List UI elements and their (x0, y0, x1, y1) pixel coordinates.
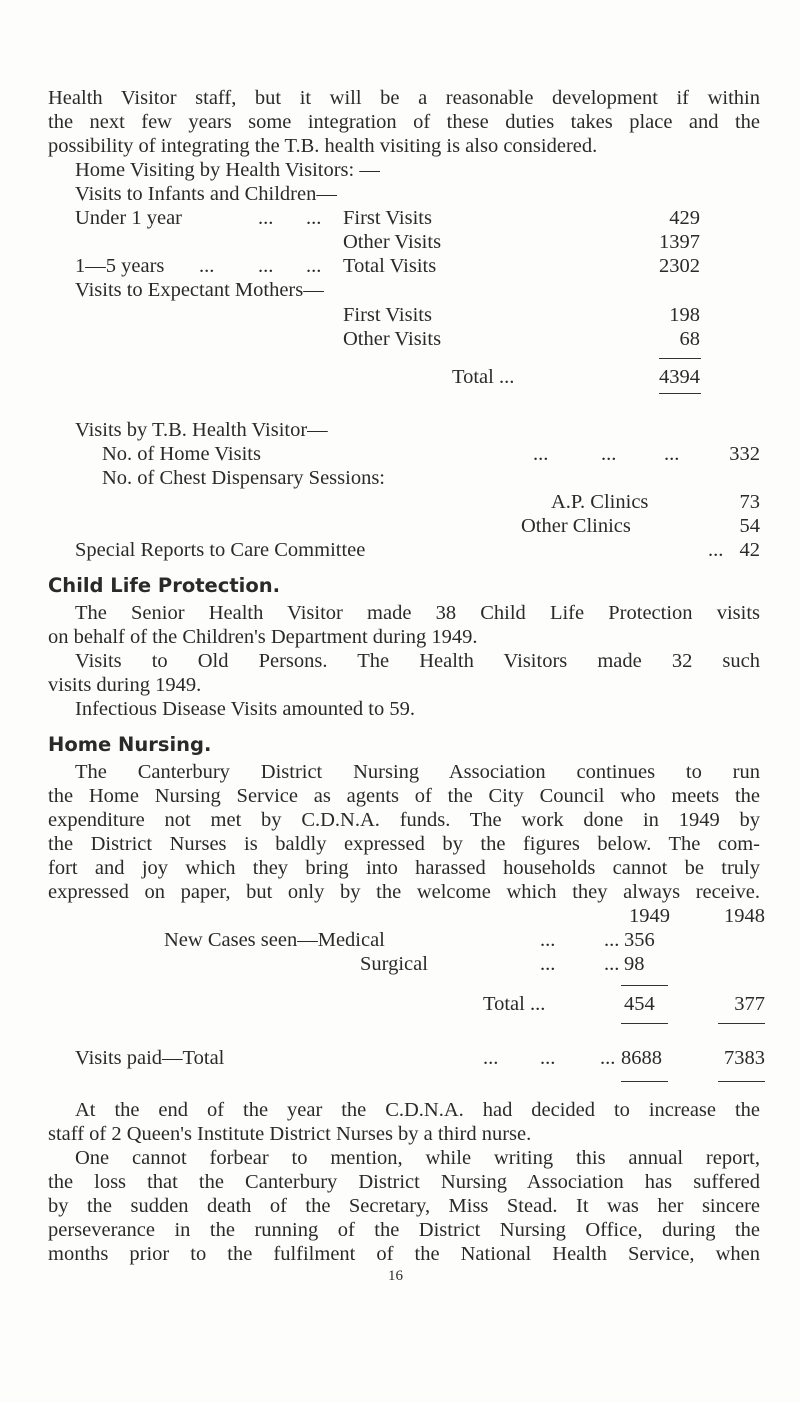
year-1949-header: 1949 (629, 905, 670, 927)
child-life-heading: Child Life Protection. (48, 574, 281, 597)
leader-dots: ... (540, 1047, 556, 1069)
years-1-5-label: 1—5 years (75, 255, 165, 277)
home-nursing-text: expenditure not met by C.D.N.A. funds. The work done in 1949 by (48, 809, 760, 831)
old-persons-text: Visits to Old Persons. The Health Visitors made 32 such (75, 650, 760, 672)
sum-rule (621, 985, 668, 986)
leader-dots: ... (199, 255, 215, 277)
other-visits-value: 1397 (659, 231, 700, 253)
closing-text: One cannot forbear to mention, while writing this annual report, (75, 1147, 760, 1169)
medical-1949: 356 (624, 929, 655, 951)
leader-dots: ... (533, 443, 549, 465)
home-nursing-text: The Canterbury District Nursing Association continues to run (75, 761, 760, 783)
intro-line: possibility of integrating the T.B. health visiting is also considered. (48, 135, 598, 157)
exp-other-label: Other Visits (343, 328, 442, 350)
sum-rule (621, 1081, 668, 1082)
visits-1948: 7383 (724, 1047, 765, 1069)
home-visits-value: 332 (729, 443, 760, 465)
leader-dots: ... (600, 1047, 616, 1069)
closing-text: the loss that the Canterbury District Nursing Association has suffered (48, 1171, 760, 1193)
leader-dots: ... (306, 207, 322, 229)
total-visits-value: 2302 (659, 255, 700, 277)
infectious-text: Infectious Disease Visits amounted to 59. (75, 698, 416, 720)
total-visits-label: Total Visits (343, 255, 437, 277)
special-reports-value: 42 (739, 539, 760, 561)
nursing-total-label: Total ... (483, 993, 546, 1015)
grand-total-label: Total ... (452, 366, 515, 388)
first-visits-label: First Visits (343, 207, 432, 229)
leader-dots: ... (664, 443, 680, 465)
home-nursing-heading: Home Nursing. (48, 733, 212, 756)
leader-dots: ... (306, 255, 322, 277)
visits-1949: 8688 (621, 1047, 662, 1069)
closing-text: staff of 2 Queen's Institute District Nurses by a third nurse. (48, 1123, 532, 1145)
ap-clinics-label: A.P. Clinics (551, 491, 649, 513)
closing-text: At the end of the year the C.D.N.A. had decided to increase the (75, 1099, 760, 1121)
leader-dots: ... (258, 255, 274, 277)
total-1948: 377 (734, 993, 765, 1015)
child-life-text: on behalf of the Children's Department during 1949. (48, 626, 478, 648)
leader-dots: ... (540, 929, 556, 951)
exp-first-value: 198 (669, 304, 700, 326)
year-1948-header: 1948 (724, 905, 765, 927)
special-reports-label: Special Reports to Care Committee (75, 539, 366, 561)
intro-line: Health Visitor staff, but it will be a reasonable development if within (48, 87, 760, 109)
leader-dots: ... (604, 953, 620, 975)
tb-heading: Visits by T.B. Health Visitor— (75, 419, 328, 441)
closing-text: perseverance in the running of the District Nursing Office, during the (48, 1219, 760, 1241)
grand-total-value: 4394 (659, 366, 700, 388)
home-visits-label: No. of Home Visits (102, 443, 261, 465)
leader-dots: ... (483, 1047, 499, 1069)
leader-dots: ... (540, 953, 556, 975)
chest-sessions-label: No. of Chest Dispensary Sessions: (102, 467, 386, 489)
exp-other-value: 68 (679, 328, 700, 350)
closing-text: months prior to the fulfilment of the National Health Service, when (48, 1243, 760, 1265)
home-nursing-text: the Home Nursing Service as agents of the City Council who meets the (48, 785, 760, 807)
home-nursing-text: fort and joy which they bring into harassed households cannot be truly (48, 857, 760, 879)
visits-paid-label: Visits paid—Total (75, 1047, 225, 1069)
home-nursing-text: expressed on paper, but only by the welcome which they always receive. (48, 881, 760, 903)
leader-dots: ... (708, 539, 724, 561)
ap-clinics-value: 73 (739, 491, 760, 513)
other-clinics-value: 54 (739, 515, 760, 537)
sum-rule (659, 358, 701, 359)
home-visiting-heading: Home Visiting by Health Visitors: — (75, 159, 380, 181)
total-1949: 454 (624, 993, 655, 1015)
leader-dots: ... (604, 929, 620, 951)
leader-dots: ... (258, 207, 274, 229)
sum-rule (718, 1081, 765, 1082)
intro-line: the next few years some integration of these duties takes place and the (48, 111, 760, 133)
new-cases-label: New Cases seen—Medical (164, 929, 385, 951)
under-1-label: Under 1 year (75, 207, 183, 229)
page-number: 16 (388, 1268, 403, 1284)
sum-rule (659, 393, 701, 394)
closing-text: by the sudden death of the Secretary, Miss Stead. It was her sincere (48, 1195, 760, 1217)
first-visits-value: 429 (669, 207, 700, 229)
sum-rule (718, 1023, 765, 1024)
exp-first-label: First Visits (343, 304, 432, 326)
other-visits-label: Other Visits (343, 231, 442, 253)
leader-dots: ... (601, 443, 617, 465)
sum-rule (621, 1023, 668, 1024)
surgical-label: Surgical (360, 953, 428, 975)
home-nursing-text: the District Nurses is baldly expressed by the figures below. The com- (48, 833, 760, 855)
expectant-heading: Visits to Expectant Mothers— (75, 279, 324, 301)
child-life-text: The Senior Health Visitor made 38 Child Life Protection visits (75, 602, 760, 624)
infants-heading: Visits to Infants and Children— (75, 183, 337, 205)
surgical-1949: 98 (624, 953, 645, 975)
other-clinics-label: Other Clinics (521, 515, 631, 537)
old-persons-text: visits during 1949. (48, 674, 202, 696)
